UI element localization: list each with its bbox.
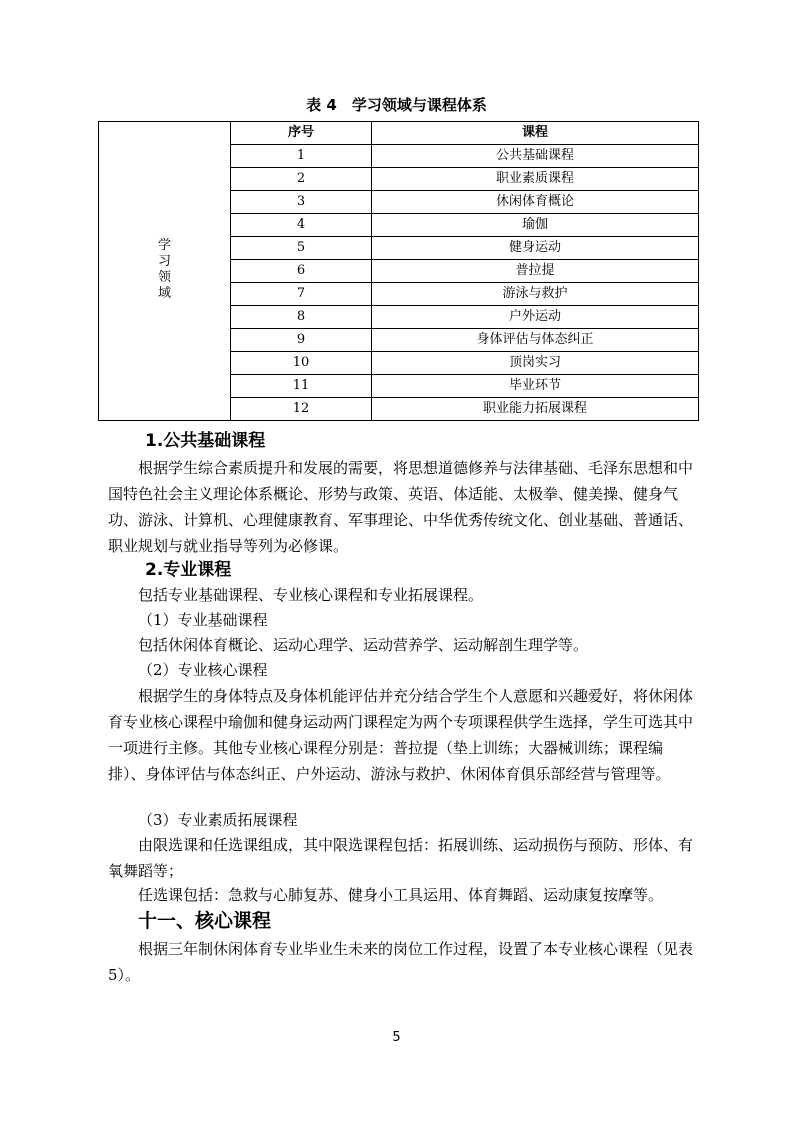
section-2-intro: 包括专业基础课程、专业核心课程和专业拓展课程。 xyxy=(138,586,484,604)
subsection-3-title: （3）专业素质拓展课程 xyxy=(138,811,298,829)
section-2-heading: 2.专业课程 xyxy=(145,560,232,580)
row-course: 休闲体育概论 xyxy=(372,191,699,214)
row-course: 公共基础课程 xyxy=(372,145,699,168)
row-course: 健身运动 xyxy=(372,237,699,260)
row-number: 9 xyxy=(231,329,372,352)
row-course: 职业能力拓展课程 xyxy=(372,398,699,421)
row-number: 2 xyxy=(231,168,372,191)
header-number: 序号 xyxy=(231,122,372,145)
row-number: 5 xyxy=(231,237,372,260)
section-11-heading: 十一、核心课程 xyxy=(138,910,272,932)
subsection-2-title: （2）专业核心课程 xyxy=(138,661,268,679)
row-number: 6 xyxy=(231,260,372,283)
subsection-3-body-2: 任选课包括：急救与心肺复苏、健身小工具运用、体育舞蹈、运动康复按摩等。 xyxy=(138,886,664,904)
row-number: 1 xyxy=(231,145,372,168)
subsection-1-title: （1）专业基础课程 xyxy=(138,611,268,629)
row-number: 7 xyxy=(231,283,372,306)
row-course: 顶岗实习 xyxy=(372,352,699,375)
row-course: 普拉提 xyxy=(372,260,699,283)
section-1-heading: 1.公共基础课程 xyxy=(145,431,266,451)
row-course: 职业素质课程 xyxy=(372,168,699,191)
row-number: 4 xyxy=(231,214,372,237)
header-course: 课程 xyxy=(372,122,699,145)
row-number: 11 xyxy=(231,375,372,398)
row-number: 12 xyxy=(231,398,372,421)
row-course: 游泳与救护 xyxy=(372,283,699,306)
row-course: 户外运动 xyxy=(372,306,699,329)
row-number: 3 xyxy=(231,191,372,214)
row-course: 身体评估与体态纠正 xyxy=(372,329,699,352)
course-table xyxy=(98,121,699,421)
section-11-body: 根据三年制休闲体育专业毕业生未来的岗位工作过程，设置了本专业核心课程（见表 5）。 xyxy=(108,940,694,984)
subsection-1-body: 包括休闲体育概论、运动心理学、运动营养学、运动解剖生理学等。 xyxy=(138,636,589,654)
row-number: 8 xyxy=(231,306,372,329)
subsection-2-body: 根据学生的身体特点及身体机能评估并充分结合学生个人意愿和兴趣爱好，将休闲体育专业核心课程中瑜伽和健身运动两门课程定为两个专项课程供学生选择，学生可选其中一项进行主修。其他专业核心课程分别是：普拉提（垫上训练；大器械训练；课程编排）、身体评估与体态纠正、户外运动、游泳与救护、休闲体育俱乐部经营与管理等。 xyxy=(108,687,694,783)
row-course: 瑜伽 xyxy=(372,214,699,237)
page-number: 5 xyxy=(392,1030,401,1045)
learning-area-cell xyxy=(99,122,231,421)
learning-area-label: 学习领域 xyxy=(157,237,171,301)
subsection-3-body-1: 由限选课和任选课组成，其中限选课程包括：拓展训练、运动损伤与预防、形体、有氧舞蹈等； xyxy=(108,836,694,880)
table-header-row xyxy=(99,122,699,145)
table-caption: 表 4 学习领域与课程体系 xyxy=(306,96,487,114)
section-1-body: 根据学生综合素质提升和发展的需要，将思想道德修养与法律基础、毛泽东思想和中国特色社会主义理论体系概论、形势与政策、英语、体适能、太极拳、健美操、健身气功、游泳、计算机、心理健康教育、军事理论、中华优秀传统文化、创业基础、普通话、职业规划与就业指导等列为必修课。 xyxy=(108,459,694,555)
row-number: 10 xyxy=(231,352,372,375)
row-course: 毕业环节 xyxy=(372,375,699,398)
